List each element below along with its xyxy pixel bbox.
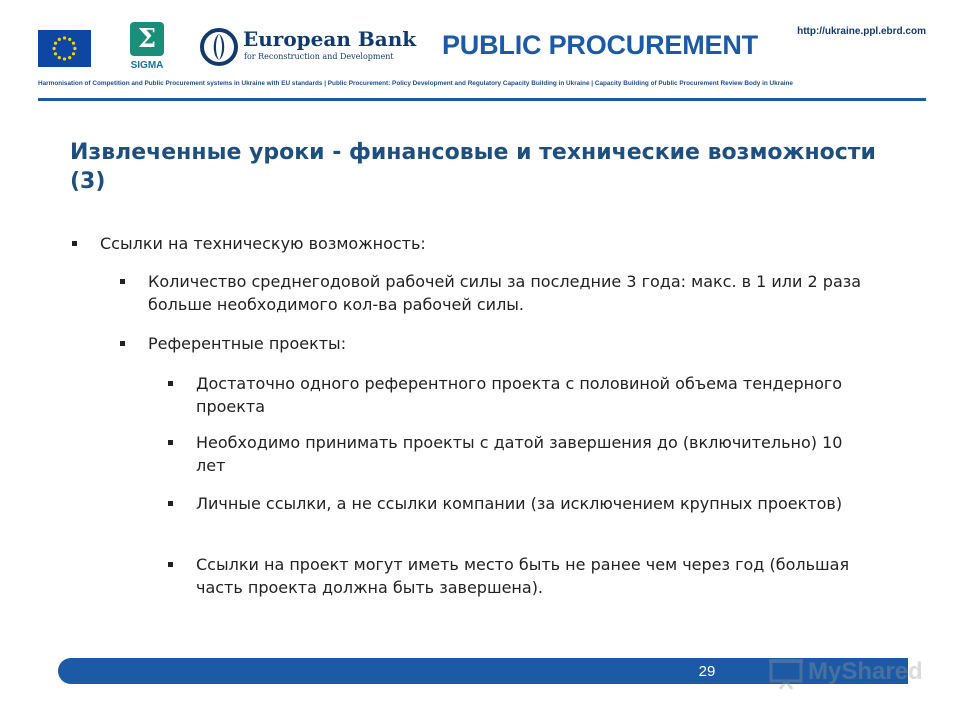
square-bullet-icon	[168, 501, 173, 506]
list-item-text: Ссылки на техническую возможность:	[100, 234, 426, 253]
square-bullet-icon	[168, 562, 173, 567]
site-url: http://ukraine.ppl.ebrd.com	[797, 26, 926, 37]
list-item	[148, 332, 876, 355]
list-item	[196, 553, 876, 599]
eu-stars-icon	[38, 30, 91, 67]
list-item-text: Количество среднегодовой рабочей силы за последние 3 года: макс. в 1 или 2 раза больше необходимого кол-ва рабочей силы.	[148, 272, 862, 314]
header-divider	[38, 98, 926, 101]
list-item	[148, 270, 876, 316]
square-bullet-icon	[72, 241, 77, 246]
square-bullet-icon	[120, 341, 125, 346]
program-title: PUBLIC PROCUREMENT	[442, 30, 758, 60]
sigma-logo	[124, 22, 174, 76]
square-bullet-icon	[120, 279, 125, 284]
list-item-text: Ссылки на проект могут иметь место быть не ранее чем через год (большая часть проекта должна быть завершена).	[196, 555, 850, 597]
slide-title: Извлеченные уроки - финансовые и технические возможности (3)	[70, 140, 876, 194]
presentation-icon	[768, 658, 804, 690]
list-item	[196, 492, 876, 515]
square-bullet-icon	[168, 440, 173, 445]
slide-header	[0, 0, 960, 104]
ebrd-emblem-icon	[200, 28, 238, 66]
page-number: 29	[698, 663, 716, 680]
watermark-text: MyShared	[808, 658, 923, 685]
ebrd-name: European Bank	[243, 27, 417, 51]
list-item-text: Достаточно одного референтного проекта с половиной объема тендерного проекта	[196, 374, 843, 416]
list-item-text: Необходимо принимать проекты с датой завершения до (включительно) 10 лет	[196, 433, 843, 475]
watermark	[768, 656, 928, 690]
sigma-symbol-icon: Σ	[130, 22, 164, 56]
ebrd-subtitle: for Reconstruction and Development	[244, 52, 394, 61]
list-item-text: Личные ссылки, а не ссылки компании (за исключением крупных проектов)	[196, 494, 843, 513]
list-item-text: Референтные проекты:	[148, 334, 347, 353]
list-item	[100, 232, 880, 255]
list-item	[196, 372, 876, 418]
square-bullet-icon	[168, 381, 173, 386]
header-tagline: Harmonisation of Competition and Public Procurement systems in Ukraine with EU standards | Public Procurement: Policy Development and Regulatory Capacity Building in Ukraine | Capacity Building of Public Procurement Review Body in Ukraine	[38, 80, 793, 87]
eu-flag-logo	[38, 30, 91, 67]
sigma-label: SIGMA	[130, 60, 164, 71]
list-item	[196, 431, 876, 477]
